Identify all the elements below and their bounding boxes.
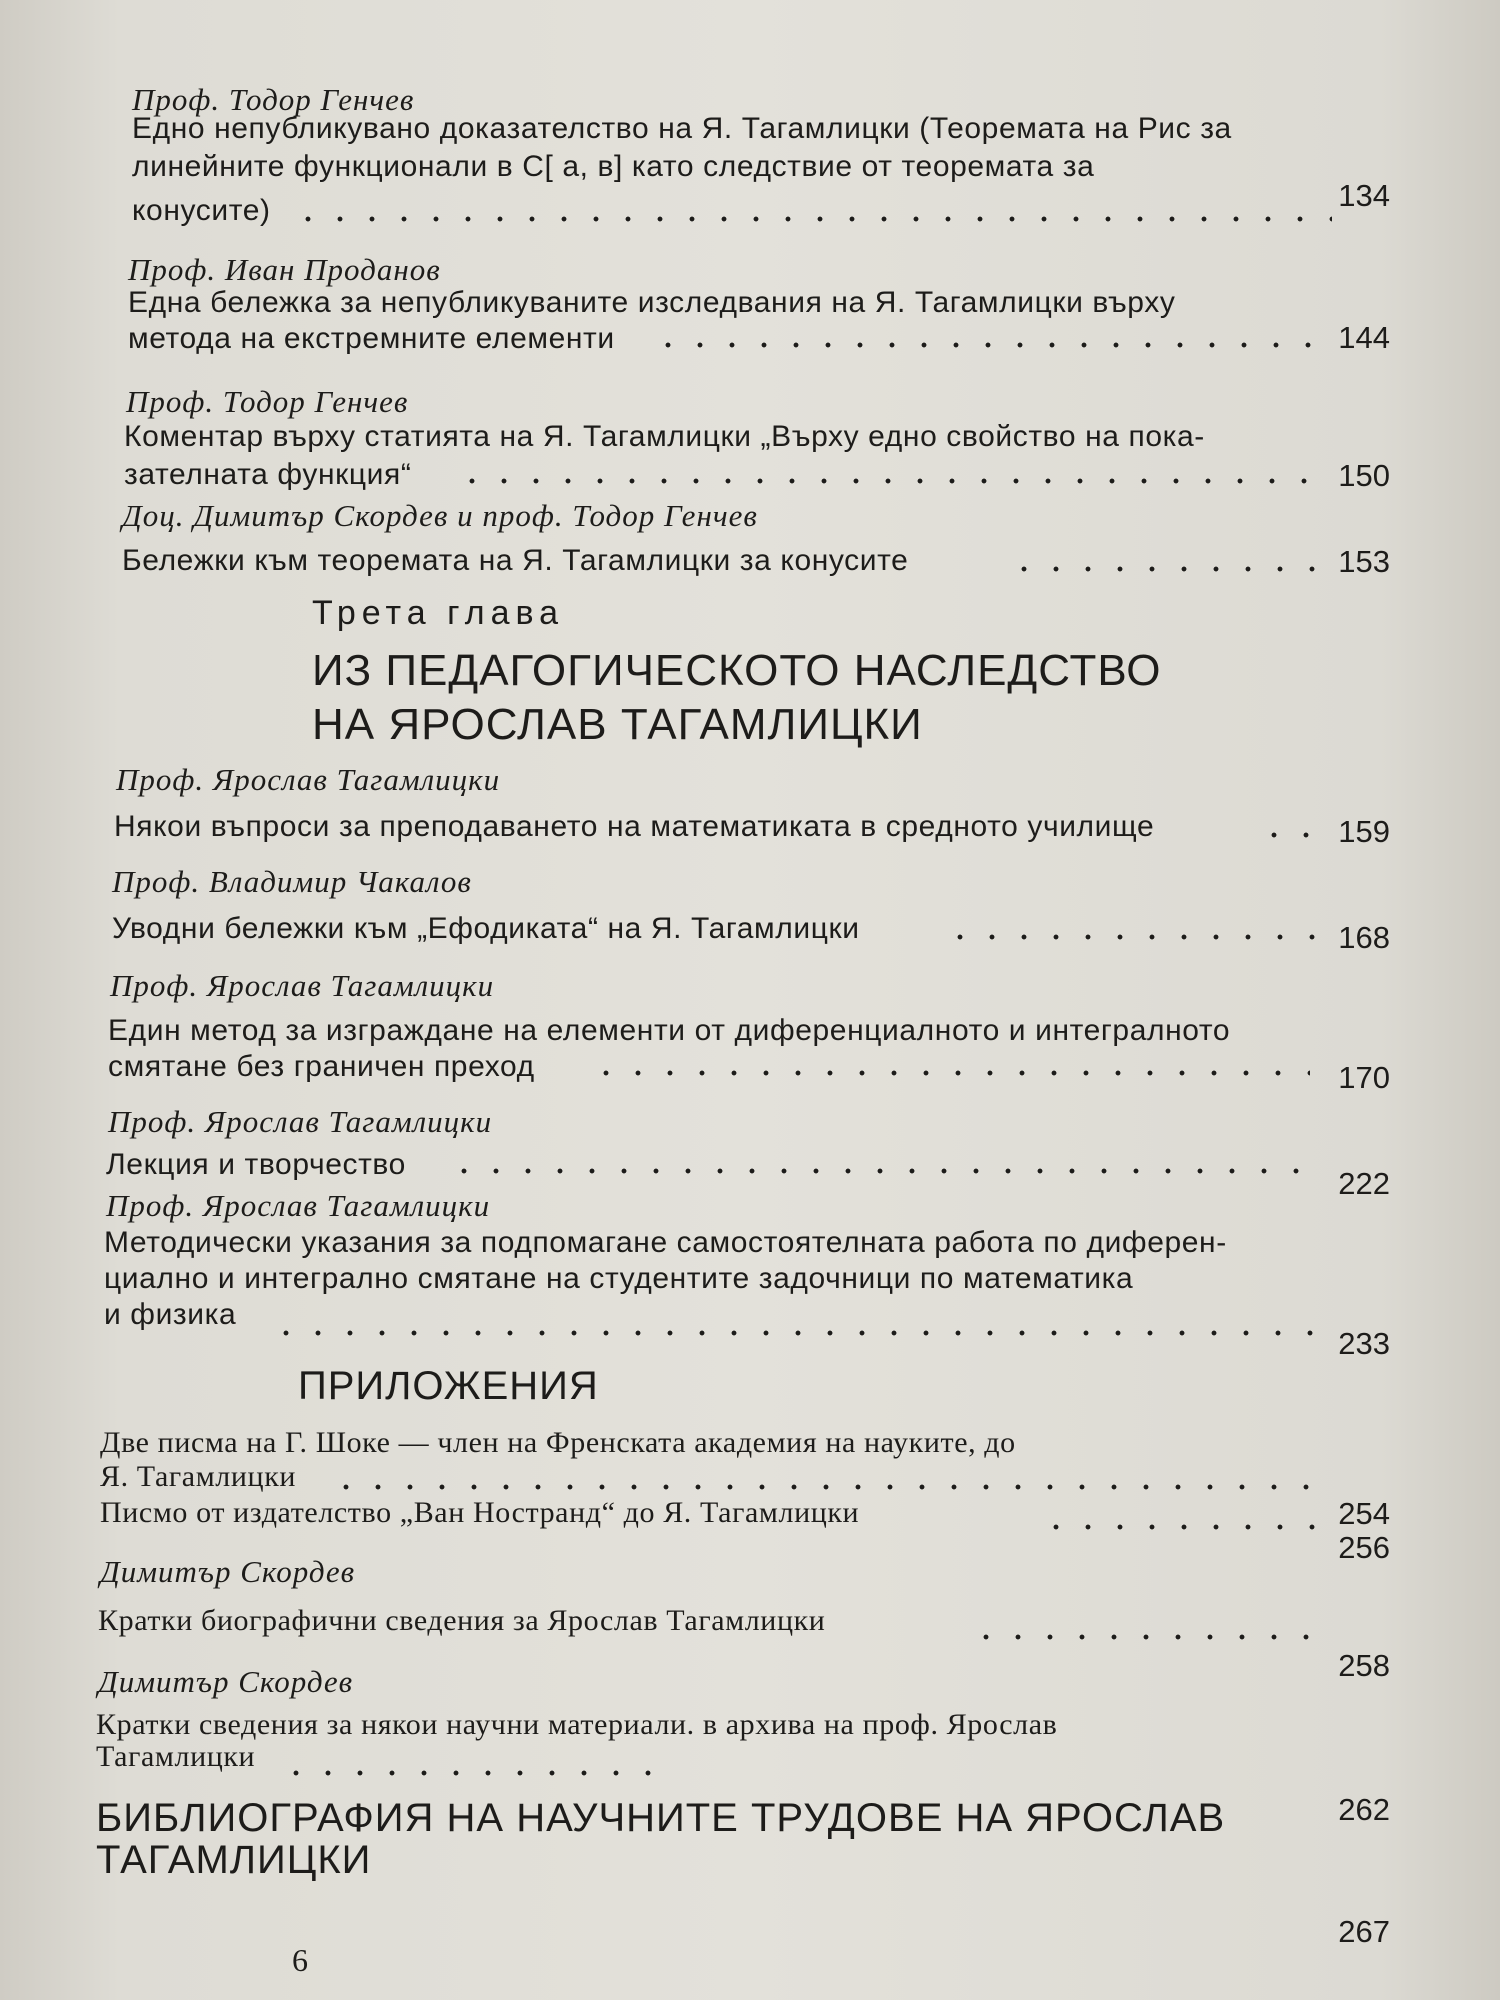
entry-title-line: Една бележка за непубликуваните изследвания на Я. Тагамлицки върху <box>128 286 1176 319</box>
entry-author: Проф. Тодор Генчев <box>126 384 409 419</box>
dot-leader <box>1258 832 1332 838</box>
entry-title-line: смятане без граничен преход <box>108 1050 535 1083</box>
entry-title-line: Едно непубликувано доказателство на Я. Тагамлицки (Теоремата на Рис за <box>132 112 1232 145</box>
page-ref: 153 <box>1338 544 1390 579</box>
entry-title-line: зателната функция“ <box>124 458 412 491</box>
dot-leader <box>590 1070 1310 1076</box>
entry-title-line: Кратки биографични сведения за Ярослав Тагамлицки <box>98 1604 826 1637</box>
page-ref: 262 <box>1338 1792 1390 1827</box>
dot-leader <box>944 934 1332 940</box>
chapter-title: ИЗ ПЕДАГОГИЧЕСКОТО НАСЛЕДСТВО <box>312 646 1162 695</box>
chapter-title: НА ЯРОСЛАВ ТАГАМЛИЦКИ <box>312 700 923 749</box>
entry-title-line: Лекция и творчество <box>106 1148 406 1181</box>
page-ref: 254 <box>1338 1496 1390 1531</box>
dot-leader <box>1040 1524 1330 1530</box>
entry-author: Проф. Ярослав Тагамлицки <box>116 762 501 797</box>
dot-leader <box>280 1770 660 1776</box>
dot-leader <box>292 216 1332 222</box>
entry-title-line: Две писма на Г. Шоке — член на Френската академия на науките, до <box>100 1426 1016 1459</box>
entry-title-line: Бележки към теоремата на Я. Тагамлицки за конусите <box>122 544 909 577</box>
dot-leader <box>970 1634 1318 1640</box>
appendix-title: ПРИЛОЖЕНИЯ <box>298 1364 599 1408</box>
bibliography-title: ТАГАМЛИЦКИ <box>96 1838 372 1882</box>
entry-title-line: Някои въпроси за преподаването на математиката в средното училище <box>114 810 1155 843</box>
entry-title-line: Я. Тагамлицки <box>100 1460 297 1493</box>
entry-title-line: Методически указания за подпомагане самостоятелната работа по диферен- <box>104 1226 1227 1259</box>
page-ref: 144 <box>1338 320 1390 355</box>
entry-author: Димитър Скордев <box>100 1554 356 1589</box>
entry-author: Проф. Ярослав Тагамлицки <box>106 1188 491 1223</box>
entry-title-line: Кратки сведения за някои научни материали. в архива на проф. Ярослав <box>96 1708 1058 1741</box>
entry-title-line: линейните функционали в C[ a, в] като следствие от теоремата за <box>132 150 1095 183</box>
dot-leader <box>448 1168 1318 1174</box>
entry-title-line: Уводни бележки към „Ефодиката“ на Я. Тагамлицки <box>112 912 860 945</box>
dot-leader <box>330 1484 1318 1490</box>
entry-title-line: циално и интегрално смятане на студентите задочници по математика <box>104 1262 1134 1295</box>
page-ref: 134 <box>1338 178 1390 213</box>
dot-leader <box>270 1330 1318 1336</box>
entry-author: Проф. Иван Проданов <box>128 252 441 287</box>
entry-title-line: Един метод за изграждане на елементи от диференциалното и интегралното <box>108 1014 1231 1047</box>
page-ref: 150 <box>1338 458 1390 493</box>
page-ref: 267 <box>1338 1914 1390 1949</box>
entry-title-line: метода на екстремните елементи <box>128 322 615 355</box>
entry-author: Проф. Тодор Генчев <box>132 82 415 117</box>
page-ref: 233 <box>1338 1326 1390 1361</box>
dot-leader <box>652 342 1332 348</box>
entry-title-line: конусите) <box>132 194 271 227</box>
page-number: 6 <box>292 1942 308 1978</box>
chapter-label: Трета глава <box>312 594 565 632</box>
entry-author: Проф. Ярослав Тагамлицки <box>110 968 495 1003</box>
page-ref: 256 <box>1338 1530 1390 1565</box>
entry-author: Проф. Ярослав Тагамлицки <box>108 1104 493 1139</box>
entry-title-line: и физика <box>104 1298 237 1331</box>
entry-author: Доц. Димитър Скордев и проф. Тодор Генчев <box>122 498 758 533</box>
bibliography-title: БИБЛИОГРАФИЯ НА НАУЧНИТЕ ТРУДОВЕ НА ЯРОСЛАВ <box>96 1796 1226 1840</box>
entry-author: Димитър Скордев <box>98 1664 354 1699</box>
entry-author: Проф. Владимир Чакалов <box>112 864 472 899</box>
page-ref: 170 <box>1338 1060 1390 1095</box>
entry-title-line: Коментар върху статията на Я. Тагамлицки „Върху едно свойство на пока- <box>124 420 1205 453</box>
dot-leader <box>456 478 1332 484</box>
page-ref: 159 <box>1338 814 1390 849</box>
entry-title-line: Тагамлицки <box>96 1740 256 1773</box>
dot-leader <box>1008 566 1332 572</box>
page-ref: 258 <box>1338 1648 1390 1683</box>
page-ref: 222 <box>1338 1166 1390 1201</box>
page-ref: 168 <box>1338 920 1390 955</box>
entry-title-line: Писмо от издателство „Ван Ностранд“ до Я. Тагамлицки <box>100 1496 860 1529</box>
